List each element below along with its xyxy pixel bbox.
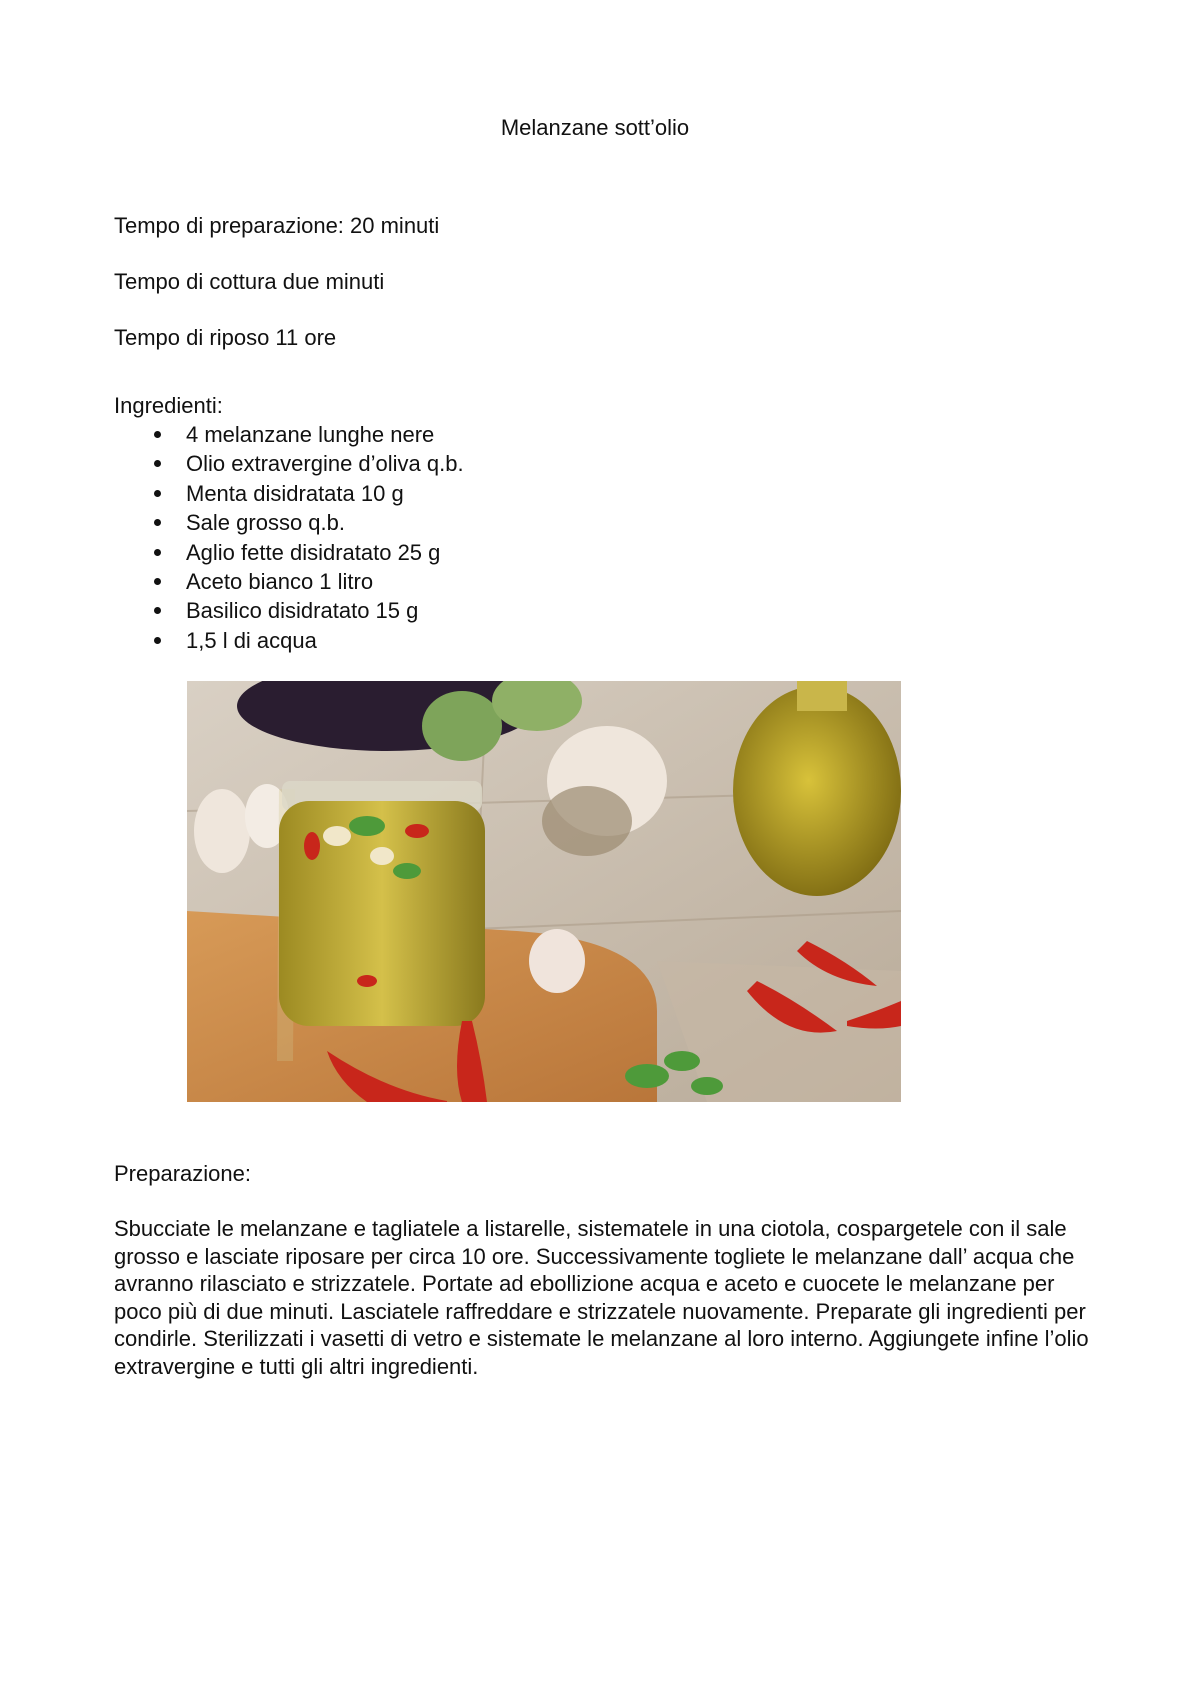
list-item: Menta disidratata 10 g xyxy=(114,479,464,508)
list-item: 1,5 l di acqua xyxy=(114,626,464,655)
ingredients-heading: Ingredienti: xyxy=(114,393,223,418)
garlic-cloves xyxy=(194,789,250,873)
garlic-clove xyxy=(529,929,585,993)
preparation-text: Sbucciate le melanzane e tagliatele a listarelle, sistematele in una ciotola, cospargetele con il sale grosso e lasciate riposare per circa 10 ore. Successivamente togliete le melanzane dall’ acqua che avranno rilasciato e strizzatele. Portate ad ebollizione acqua e aceto e cuocete le melanzane per poco più di due minuti. Lasciatele raffreddare e strizzatele nuovamente. Preparate gli ingredienti per condirle. Sterilizzati i vasetti di vetro e sistemate le melanzane al loro interno. Aggiungete infine l’olio extravergine e tutti gli altri ingredienti. xyxy=(114,1216,1089,1379)
recipe-title: Melanzane sott’olio xyxy=(500,115,690,140)
list-item: 4 melanzane lunghe nere xyxy=(114,420,464,449)
prep-time: Tempo di preparazione: 20 minuti xyxy=(114,213,440,238)
recipe-photo xyxy=(187,681,901,1102)
oil-bottle xyxy=(733,686,901,896)
cook-time: Tempo di cottura due minuti xyxy=(114,269,385,294)
list-item: Aglio fette disidratato 25 g xyxy=(114,538,464,567)
list-item: Basilico disidratato 15 g xyxy=(114,596,464,625)
rest-time: Tempo di riposo 11 ore xyxy=(114,325,337,350)
list-item: Aceto bianco 1 litro xyxy=(114,567,464,596)
ingredients-list xyxy=(114,420,464,655)
list-item: Sale grosso q.b. xyxy=(114,508,464,537)
preparation-heading: Preparazione: xyxy=(114,1161,251,1186)
list-item: Olio extravergine d’oliva q.b. xyxy=(114,449,464,478)
